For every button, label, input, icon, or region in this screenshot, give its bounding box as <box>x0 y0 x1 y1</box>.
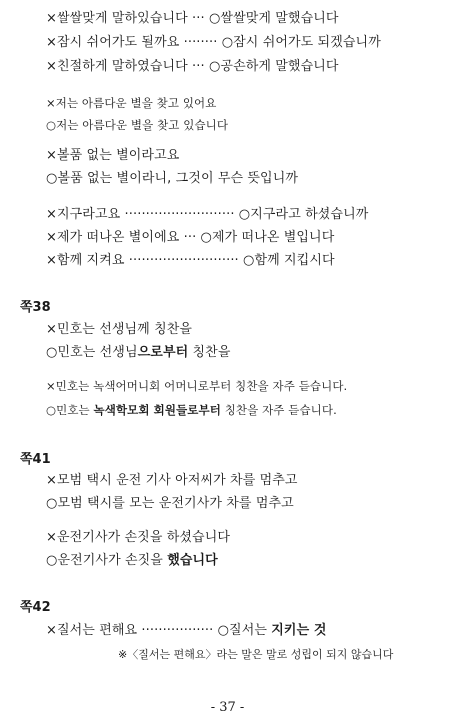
text-line: ×민호는 선생님께 칭찬을 <box>46 322 193 337</box>
text-line <box>46 623 327 639</box>
text-line: ○볼품 없는 별이라니, 그것이 무슨 뜻입니까 <box>46 171 299 186</box>
text-segment: ×질서는 편해요 ················· ○질서는 <box>46 623 272 638</box>
text-line: ×저는 아름다운 별을 찾고 있어요 <box>46 96 217 110</box>
text-line: ×볼품 없는 별이라고요 <box>46 148 180 163</box>
text-segment: ○민호는 선생님 <box>46 345 138 360</box>
text-line: ×쌀쌀맞게 말하있습니다 ··· ○쌀쌀맞게 말했습니다 <box>46 11 339 26</box>
bold-segment: 지키는 것 <box>271 623 327 638</box>
section-heading: 쪽42 <box>20 600 51 615</box>
bold-segment: 녹색학모회 회원들로부터 <box>93 403 221 417</box>
text-line: ×함께 지켜요 ·························· ○함께 지킵시다 <box>46 253 335 268</box>
text-line: ×민호는 녹색어머니회 어머니로부터 칭찬을 자주 듣습니다. <box>46 379 348 393</box>
bold-segment: 으로부터 <box>137 345 189 360</box>
text-line <box>46 345 230 361</box>
text-line: ×잠시 쉬어가도 될까요 ········ ○잠시 쉬어가도 되겠습니까 <box>46 35 381 50</box>
section-heading: 쪽38 <box>20 300 51 315</box>
bold-segment: 했습니다 <box>167 553 218 568</box>
text-line: ×친절하게 말하였습니다 ··· ○공손하게 말했습니다 <box>46 59 339 74</box>
text-line: ○저는 아름다운 별을 찾고 있습니다 <box>46 118 229 132</box>
text-line <box>46 553 218 569</box>
text-line: ○모범 택시를 모는 운전기사가 차를 멈추고 <box>46 496 294 511</box>
footnote: ※〈질서는 편해요〉라는 말은 말로 성립이 되지 않습니다 <box>118 648 394 661</box>
text-line: ×모범 택시 운전 기사 아저씨가 차를 멈추고 <box>46 473 298 488</box>
text-line: ×지구라고요 ·························· ○지구라고 하셨습니까 <box>46 207 369 222</box>
page-number: - 37 - <box>210 700 245 715</box>
text-segment: ○운전기사가 손짓을 <box>46 553 168 568</box>
text-line: ×제가 떠나온 별이에요 ··· ○제가 떠나온 별입니다 <box>46 230 335 245</box>
text-segment: 칭찬을 <box>188 345 231 360</box>
text-segment: 칭찬을 자주 듣습니다. <box>220 403 337 417</box>
section-heading: 쪽41 <box>20 452 51 467</box>
text-line: ×운전기사가 손짓을 하셨습니다 <box>46 530 231 545</box>
text-line <box>46 402 337 418</box>
text-segment: ○민호는 <box>46 403 94 417</box>
